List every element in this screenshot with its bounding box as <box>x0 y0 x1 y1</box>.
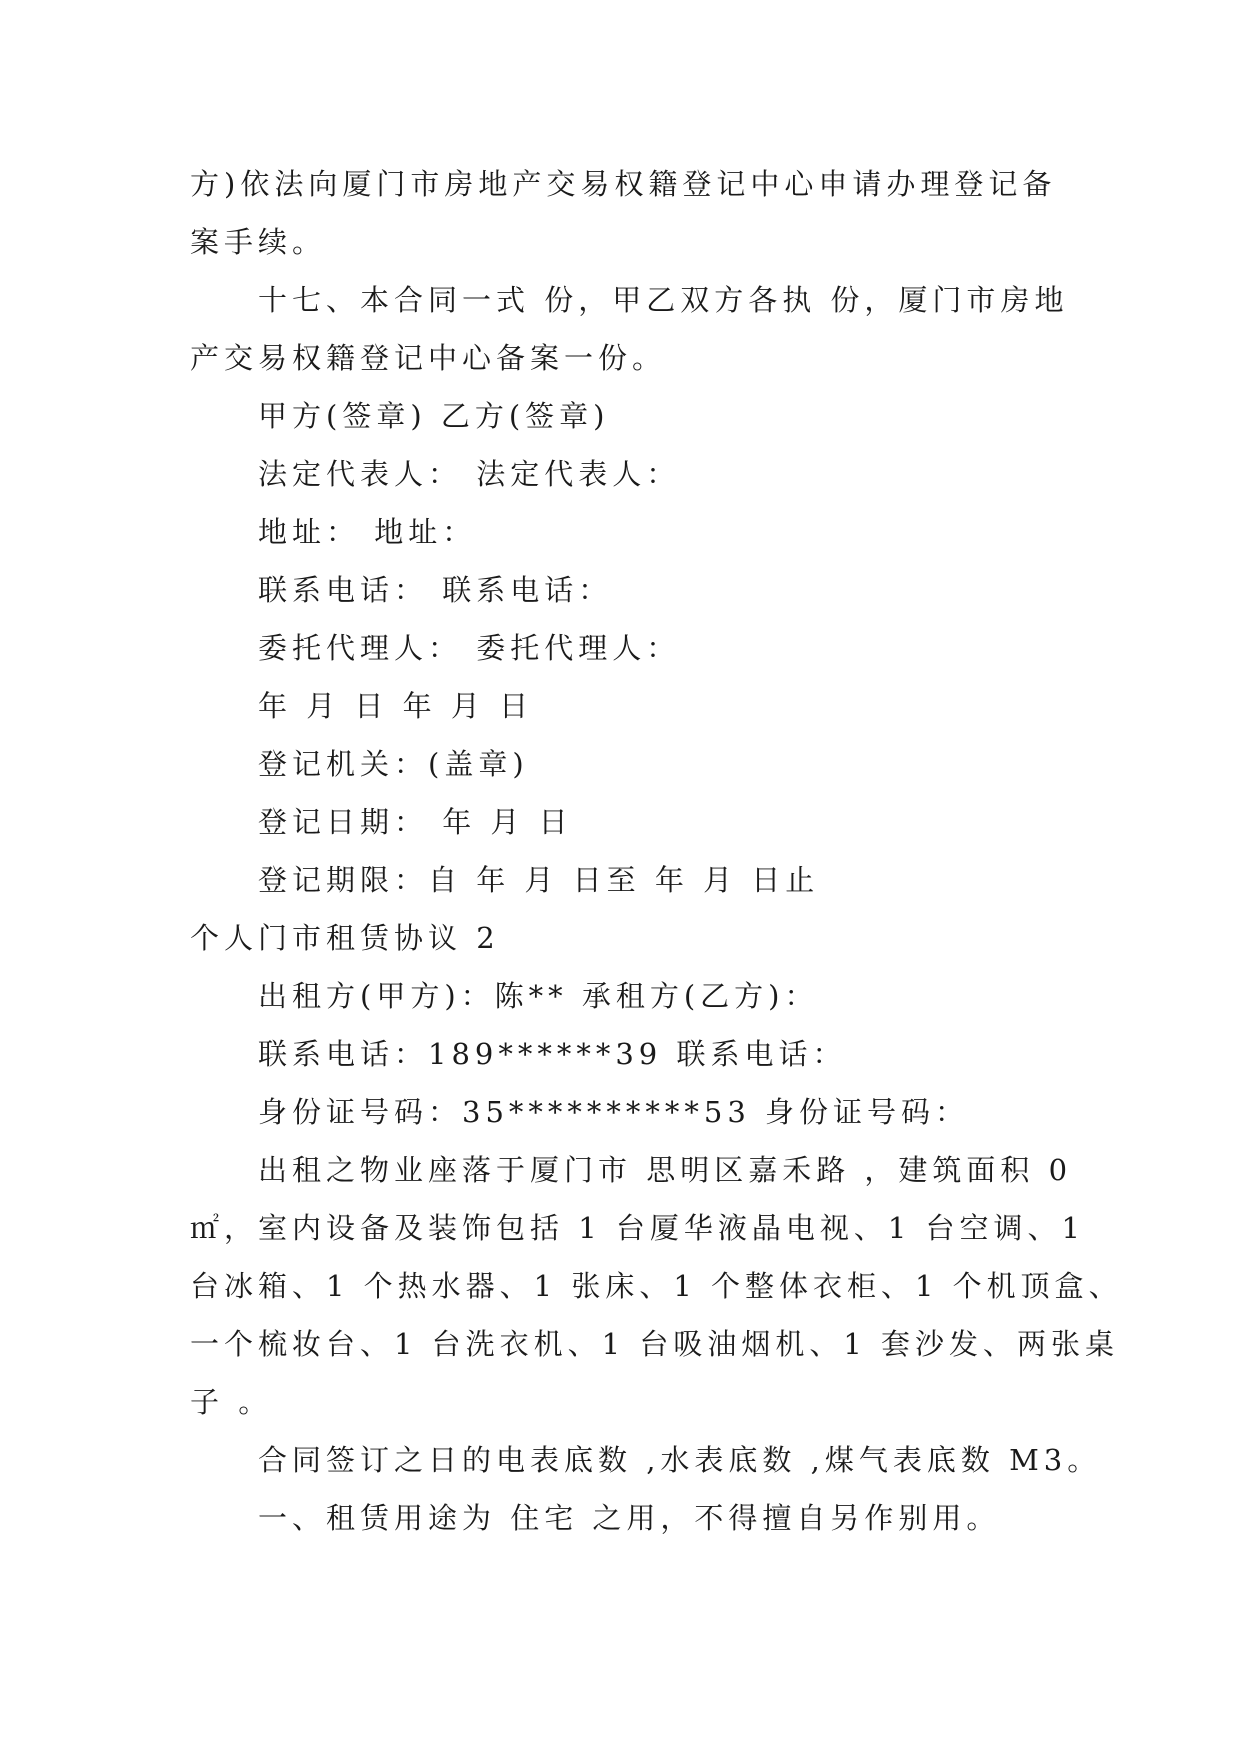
lease-purpose-line: 一、租赁用途为 住宅 之用，不得擅自另作别用。 <box>258 1501 1001 1535</box>
document-body <box>190 155 1123 1547</box>
text-line: 案手续。 <box>190 225 327 259</box>
text-line: 一个梳妆台、1 台洗衣机、1 台吸油烟机、1 套沙发、两张桌 <box>190 1327 1120 1361</box>
text-line: 子 。 <box>190 1385 273 1419</box>
agent-line: 委托代理人： 委托代理人： <box>258 631 681 665</box>
signature-parties-line: 甲方(签章) 乙方(签章) <box>258 399 610 433</box>
registration-period-line: 登记期限：自 年 月 日至 年 月 日止 <box>258 863 820 897</box>
lessor-line: 出租方(甲方)：陈** 承租方(乙方)： <box>258 979 819 1013</box>
phone-line: 联系电话： 联系电话： <box>258 573 613 607</box>
registration-authority-line: 登记机关：(盖章) <box>258 747 529 781</box>
meter-readings-line: 合同签订之日的电表底数 ,水表底数 ,煤气表底数 M3。 <box>258 1443 1102 1477</box>
text-line: 方)依法向厦门市房地产交易权籍登记中心申请办理登记备 <box>190 167 1057 201</box>
text-line: 产交易权籍登记中心备案一份。 <box>190 341 667 375</box>
registration-date-line: 登记日期： 年 月 日 <box>258 805 573 839</box>
section-heading: 个人门市租赁协议 2 <box>190 921 500 955</box>
text-line: 台冰箱、1 个热水器、1 张床、1 个整体衣柜、1 个机顶盒、 <box>190 1269 1123 1303</box>
contact-phone-line: 联系电话：189******39 联系电话： <box>258 1037 847 1071</box>
text-line: 出租之物业座落于厦门市 思明区嘉禾路 ，建筑面积 0 <box>258 1153 1073 1187</box>
text-line: ㎡，室内设备及装饰包括 1 台厦华液晶电视、1 台空调、1 <box>190 1211 1086 1245</box>
text-line: 十七、本合同一式 份，甲乙双方各执 份，厦门市房地 <box>258 283 1069 317</box>
address-line: 地址： 地址： <box>258 515 477 549</box>
date-line: 年 月 日 年 月 日 <box>258 689 534 723</box>
legal-representative-line: 法定代表人： 法定代表人： <box>258 457 681 491</box>
id-number-line: 身份证号码：35**********53 身份证号码： <box>258 1095 970 1129</box>
